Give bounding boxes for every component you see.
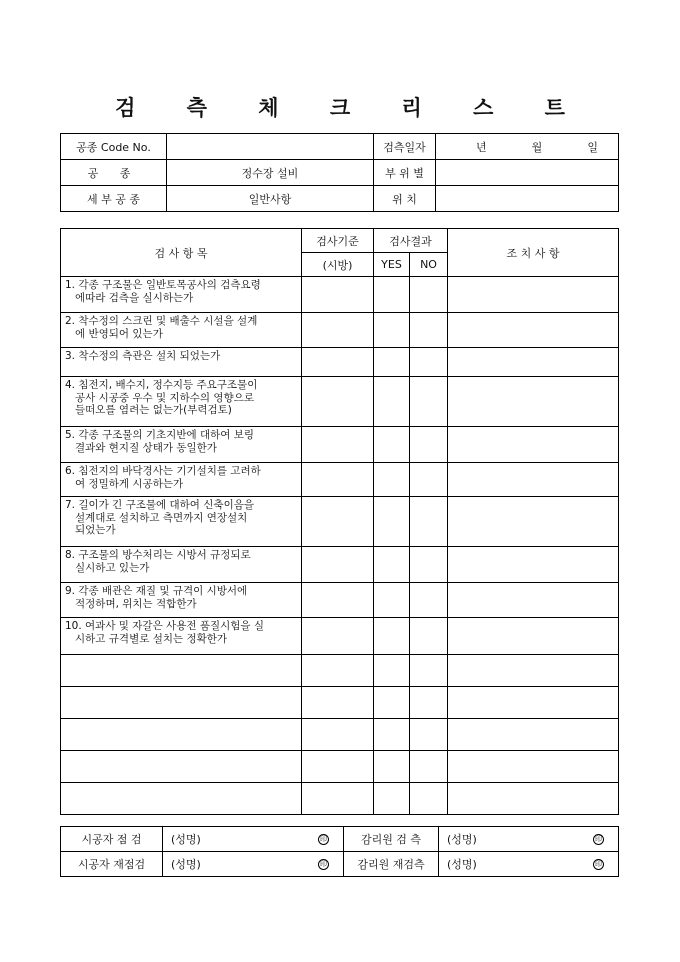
action-cell[interactable] <box>448 497 619 547</box>
table-row <box>61 751 619 783</box>
seal-icon: 印 <box>320 834 327 843</box>
standard-cell[interactable] <box>302 277 374 313</box>
action-cell[interactable] <box>448 655 619 687</box>
checklist-item <box>61 719 302 751</box>
table-row <box>61 497 619 547</box>
yes-cell[interactable] <box>374 497 410 547</box>
yes-cell[interactable] <box>374 463 410 497</box>
inspection-date-value[interactable] <box>436 134 619 160</box>
detail-type-label: 세 부 공 종 <box>61 186 167 212</box>
yes-cell[interactable] <box>374 618 410 655</box>
supervisor-recheck-label: 감리원 재검측 <box>344 852 439 877</box>
checklist-item <box>61 348 302 377</box>
name-placeholder: (성명) <box>447 858 477 871</box>
yes-cell[interactable] <box>374 277 410 313</box>
standard-cell[interactable] <box>302 497 374 547</box>
seal-icon: 印 <box>595 859 602 868</box>
location-label: 위 치 <box>374 186 436 212</box>
col-standard-sub: (시방) <box>302 253 374 277</box>
checklist-item-line: 되었는가 <box>65 524 116 536</box>
supervisor-check-label: 감리원 검 측 <box>344 827 439 852</box>
table-row <box>61 313 619 348</box>
table-row <box>61 463 619 497</box>
checklist-item-line: 6. 침전지의 바닥경사는 기기설치를 고려하 <box>65 465 261 477</box>
yes-cell[interactable] <box>374 783 410 815</box>
checklist-item-line: 시하고 규격별로 설치는 정확한가 <box>65 632 228 645</box>
checklist-item <box>61 463 302 497</box>
action-cell[interactable] <box>448 427 619 463</box>
checklist-item-line: 실시하고 있는가 <box>65 561 150 574</box>
action-cell[interactable] <box>448 348 619 377</box>
standard-cell[interactable] <box>302 377 374 427</box>
contractor-recheck-sign[interactable] <box>163 852 344 877</box>
checklist-item-line: 8. 구조물의 방수처리는 시방서 규정되로 <box>65 549 251 561</box>
table-row <box>61 618 619 655</box>
no-cell[interactable] <box>410 687 448 719</box>
checklist-item-line: 적정하며, 위치는 적합한가 <box>65 597 197 610</box>
checklist-item-line: 에 반영되어 있는가 <box>65 327 163 340</box>
checklist-item <box>61 655 302 687</box>
standard-cell[interactable] <box>302 719 374 751</box>
checklist-item-line: 3. 착수정의 측관은 설치 되었는가 <box>65 350 221 362</box>
col-no-header: NO <box>410 253 448 277</box>
col-standard-header: 검사기준 <box>302 229 374 253</box>
yes-cell[interactable] <box>374 719 410 751</box>
yes-cell[interactable] <box>374 348 410 377</box>
detail-type-value[interactable]: 일반사항 <box>167 186 374 212</box>
standard-cell[interactable] <box>302 751 374 783</box>
checklist-item <box>61 313 302 348</box>
yes-cell[interactable] <box>374 687 410 719</box>
no-cell[interactable] <box>410 427 448 463</box>
supervisor-recheck-sign[interactable] <box>439 852 619 877</box>
standard-cell[interactable] <box>302 687 374 719</box>
checklist-item-line: 공사 시공중 우수 및 지하수의 영향으로 <box>65 391 254 404</box>
checklist-item <box>61 377 302 427</box>
no-cell[interactable] <box>410 719 448 751</box>
table-row <box>61 783 619 815</box>
checklist-item <box>61 497 302 547</box>
header-table <box>60 133 619 212</box>
checklist-table <box>60 228 619 815</box>
action-cell[interactable] <box>448 547 619 583</box>
checklist-item-line: 9. 각종 배관은 재질 및 규격이 시방서에 <box>65 585 248 597</box>
checklist-item <box>61 687 302 719</box>
standard-cell[interactable] <box>302 783 374 815</box>
date-day: 일 <box>587 140 598 154</box>
work-type-label: 공 종 <box>61 160 167 186</box>
action-cell[interactable] <box>448 618 619 655</box>
standard-cell[interactable] <box>302 348 374 377</box>
checklist-item-line: 여 정밀하게 시공하는가 <box>65 477 184 490</box>
no-cell[interactable] <box>410 348 448 377</box>
no-cell[interactable] <box>410 783 448 815</box>
contractor-recheck-label: 시공자 재점검 <box>61 852 163 877</box>
table-row <box>61 377 619 427</box>
yes-cell[interactable] <box>374 751 410 783</box>
checklist-item-line: 들떠오를 염려는 없는가(부력검토) <box>65 404 232 416</box>
name-placeholder: (성명) <box>171 833 201 846</box>
table-row <box>61 277 619 313</box>
standard-cell[interactable] <box>302 313 374 348</box>
no-cell[interactable] <box>410 277 448 313</box>
action-cell[interactable] <box>448 377 619 427</box>
checklist-item-line: 에따라 검측을 실시하는가 <box>65 291 194 304</box>
col-result-header: 검사결과 <box>374 229 448 253</box>
action-cell[interactable] <box>448 583 619 618</box>
checklist-item <box>61 618 302 655</box>
table-row <box>61 547 619 583</box>
checklist-item-line: 4. 침전지, 배수지, 정수지등 주요구조물이 <box>65 379 258 391</box>
name-placeholder: (성명) <box>447 833 477 846</box>
yes-cell[interactable] <box>374 427 410 463</box>
no-cell[interactable] <box>410 583 448 618</box>
standard-cell[interactable] <box>302 583 374 618</box>
table-row <box>61 719 619 751</box>
checklist-item <box>61 583 302 618</box>
location-value[interactable] <box>436 186 619 212</box>
work-code-label: 공종 Code No. <box>61 134 167 160</box>
checklist-item <box>61 751 302 783</box>
action-cell[interactable] <box>448 687 619 719</box>
table-row <box>61 348 619 377</box>
work-type-value[interactable]: 정수장 설비 <box>167 160 374 186</box>
standard-cell[interactable] <box>302 547 374 583</box>
inspection-date-label: 검측일자 <box>374 134 436 160</box>
standard-cell[interactable] <box>302 618 374 655</box>
supervisor-check-sign[interactable] <box>439 827 619 852</box>
no-cell[interactable] <box>410 377 448 427</box>
action-cell[interactable] <box>448 463 619 497</box>
standard-cell[interactable] <box>302 427 374 463</box>
action-cell[interactable] <box>448 719 619 751</box>
action-cell[interactable] <box>448 313 619 348</box>
checklist-item-line: 10. 여과사 및 자갈은 사용전 품질시험을 실 <box>65 620 265 632</box>
col-yes-header: YES <box>374 253 410 277</box>
no-cell[interactable] <box>410 463 448 497</box>
seal-icon: 印 <box>320 859 327 868</box>
checklist-item <box>61 783 302 815</box>
no-cell[interactable] <box>410 655 448 687</box>
yes-cell[interactable] <box>374 547 410 583</box>
table-row <box>61 427 619 463</box>
checklist-item-line: 7. 길이가 긴 구조물에 대하여 신축이음을 <box>65 499 254 511</box>
action-cell[interactable] <box>448 277 619 313</box>
seal-icon: 印 <box>595 834 602 843</box>
standard-cell[interactable] <box>302 463 374 497</box>
signature-table <box>60 826 619 877</box>
checklist-item-line: 2. 착수정의 스크린 및 배출수 시설을 설계 <box>65 315 258 327</box>
work-code-value[interactable] <box>167 134 374 160</box>
date-month: 월 <box>531 140 543 154</box>
action-cell[interactable] <box>448 751 619 783</box>
action-cell[interactable] <box>448 783 619 815</box>
date-year: 년 <box>476 140 487 154</box>
checklist-item-line: 5. 각종 구조물의 기초지반에 대하여 보링 <box>65 429 254 441</box>
checklist-item-line: 설계대로 설치하고 측면까지 연장설치 <box>65 511 248 524</box>
contractor-check-sign[interactable] <box>163 827 344 852</box>
col-items-header: 검 사 항 목 <box>61 229 302 277</box>
checklist-item <box>61 547 302 583</box>
table-row <box>61 655 619 687</box>
no-cell[interactable] <box>410 497 448 547</box>
contractor-check-label: 시공자 점 검 <box>61 827 163 852</box>
yes-cell[interactable] <box>374 655 410 687</box>
part-value[interactable] <box>436 160 619 186</box>
table-row <box>61 583 619 618</box>
yes-cell[interactable] <box>374 377 410 427</box>
no-cell[interactable] <box>410 313 448 348</box>
checklist-item <box>61 427 302 463</box>
table-row <box>61 687 619 719</box>
col-action-header: 조 치 사 항 <box>448 229 619 277</box>
yes-cell[interactable] <box>374 313 410 348</box>
standard-cell[interactable] <box>302 655 374 687</box>
part-label: 부 위 별 <box>374 160 436 186</box>
name-placeholder: (성명) <box>171 858 201 871</box>
no-cell[interactable] <box>410 618 448 655</box>
checklist-item-line: 1. 각종 구조물은 일반토목공사의 검측요령 <box>65 279 261 291</box>
no-cell[interactable] <box>410 751 448 783</box>
yes-cell[interactable] <box>374 583 410 618</box>
no-cell[interactable] <box>410 547 448 583</box>
checklist-item-line: 결과와 현지질 상태가 동일한가 <box>65 441 217 454</box>
checklist-item <box>61 277 302 313</box>
page-title: 검 측 체 크 리 스 트 <box>115 95 587 120</box>
